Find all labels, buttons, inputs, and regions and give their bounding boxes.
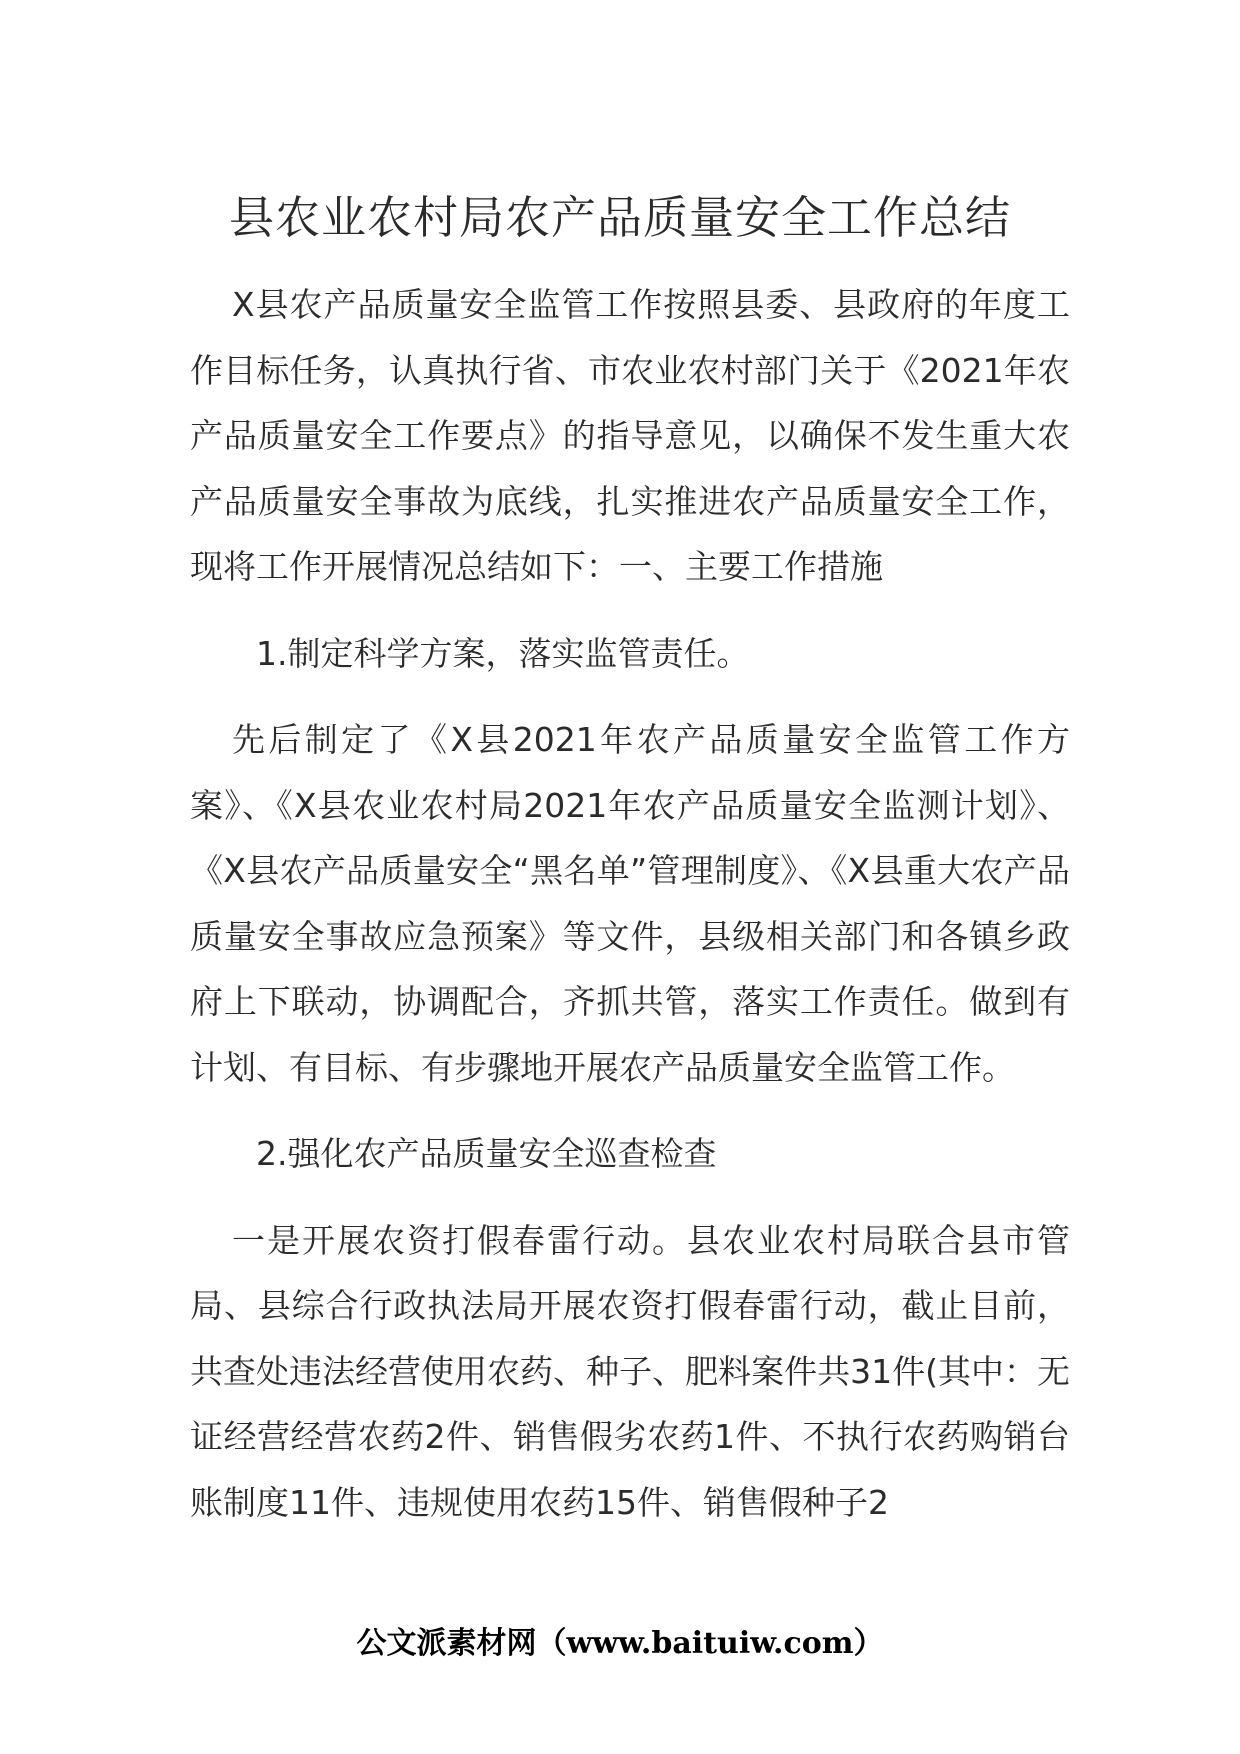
section-heading-2: 2.强化农产品质量安全巡查检查: [256, 1134, 717, 1173]
body-paragraph-inspection: 一是开展农资打假春雷行动。县农业农村局联合县市管局、县综合行政执法局开展农资打假春雷行动，截止目前，共查处违法经营使用农药、种子、肥料案件共31件(其中：无证经营经营农药2件、销售假劣农药1件、不执行农药购销台账制度11件、违规使用农药15件、销售假种子2: [190, 1220, 1070, 1522]
section-heading-1: 1.制定科学方案，落实监管责任。: [256, 633, 750, 673]
footer-watermark: 公文派素材网（www.baituiw.com）: [356, 1626, 884, 1661]
body-paragraph-plans: 先后制定了《X县2021年农产品质量安全监管工作方案》、《X县农业农村局2021年农产品质量安全监测计划》、《X县农产品质量安全“黑名单”管理制度》、《X县重大农产品质量安全事故应急预案》等文件，县级相关部门和各镇乡政府上下联动，协调配合，齐抓共管，落实工作责任。做到有计划、有目标、有步骤地开展农产品质量安全监管工作。: [190, 720, 1070, 1087]
document-body: [190, 272, 1070, 1535]
document-title: 县农业农村局农产品质量安全工作总结: [228, 191, 1011, 244]
intro-paragraph: X县农产品质量安全监管工作按照县委、县政府的年度工作目标任务，认真执行省、市农业农村部门关于《2021年农产品质量安全工作要点》的指导意见，以确保不发生重大农产品质量安全事故为底线，扎实推进农产品质量安全工作，现将工作开展情况总结如下：一、主要工作措施: [190, 285, 1070, 586]
